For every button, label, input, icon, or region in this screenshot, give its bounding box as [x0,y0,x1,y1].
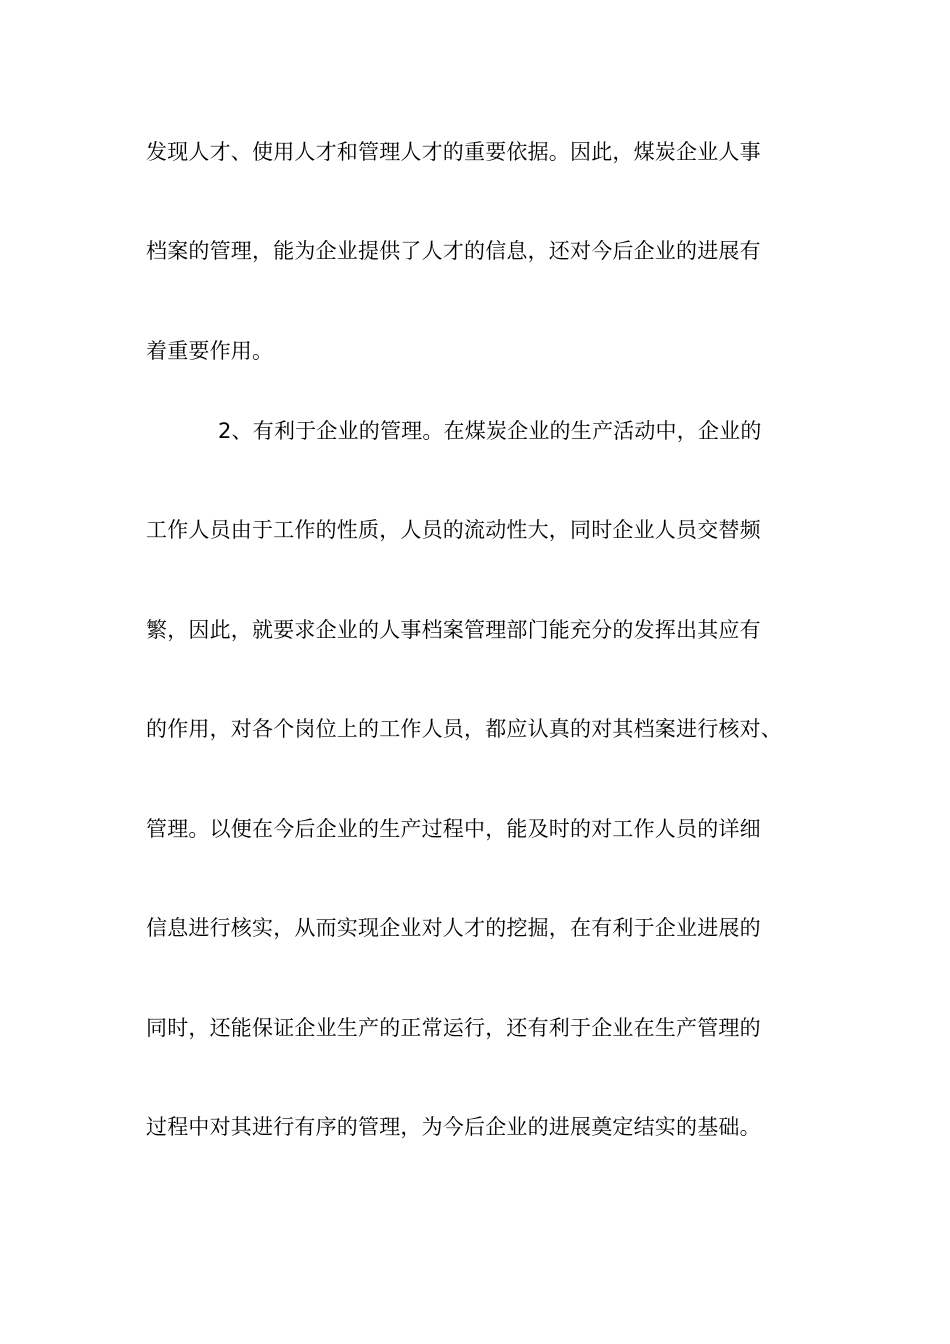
paragraph-line: 同时，还能保证企业生产的正常运行，还有利于企业在生产管理的 [146,1016,761,1040]
paragraph-line: 发现人才、使用人才和管理人才的重要依据。因此，煤炭企业人事 [146,140,761,164]
paragraph-line: 档案的管理，能为企业提供了人才的信息，还对今后企业的进展有 [146,239,761,263]
paragraph-line: 信息进行核实，从而实现企业对人才的挖掘，在有利于企业进展的 [146,916,761,940]
paragraph-line: 着重要作用。 [146,339,274,363]
paragraph-line: 2、有利于企业的管理。在煤炭企业的生产活动中，企业的 [218,419,762,443]
paragraph-line: 管理。以便在今后企业的生产过程中，能及时的对工作人员的详细 [146,817,761,841]
paragraph-line: 的作用，对各个岗位上的工作人员，都应认真的对其档案进行核对、 [146,717,782,741]
paragraph-line: 工作人员由于工作的性质，人员的流动性大，同时企业人员交替频 [146,518,761,542]
paragraph-line: 繁，因此，就要求企业的人事档案管理部门能充分的发挥出其应有 [146,618,761,642]
paragraph-line: 过程中对其进行有序的管理，为今后企业的进展奠定结实的基础。 [146,1115,761,1139]
